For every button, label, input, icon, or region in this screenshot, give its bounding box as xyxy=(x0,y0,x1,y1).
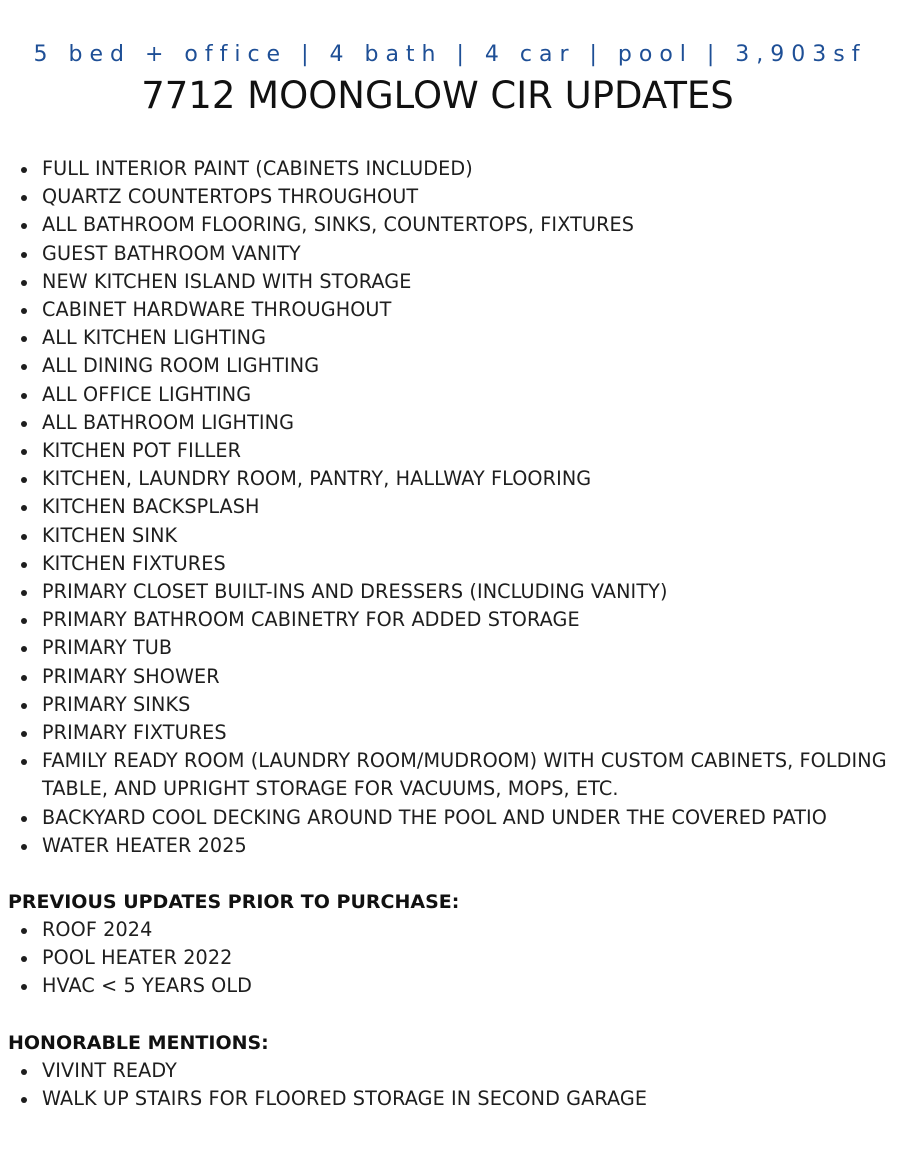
bullet-icon xyxy=(21,393,27,399)
bullet-icon xyxy=(21,816,27,822)
bullet-icon xyxy=(21,590,27,596)
bullet-icon xyxy=(21,562,27,568)
list-item xyxy=(0,296,900,324)
list-item xyxy=(0,465,900,493)
bullet-icon xyxy=(21,618,27,624)
list-item xyxy=(0,916,900,944)
list-item-text: PRIMARY SINKS xyxy=(42,692,191,716)
list-item-text: HVAC < 5 YEARS OLD xyxy=(42,974,253,998)
list-item xyxy=(0,352,900,380)
list-item-text: BACKYARD COOL DECKING AROUND THE POOL AND UNDER THE COVERED PATIO xyxy=(42,805,827,829)
list-item xyxy=(0,437,900,465)
list-item xyxy=(0,1085,900,1113)
list-item xyxy=(0,268,900,296)
list-item-text: VIVINT READY xyxy=(42,1058,177,1082)
list-item-text: NEW KITCHEN ISLAND WITH STORAGE xyxy=(42,269,412,293)
bullet-icon xyxy=(21,308,27,314)
list-item xyxy=(0,381,900,409)
list-item-text: FULL INTERIOR PAINT (CABINETS INCLUDED) xyxy=(42,157,473,180)
list-item xyxy=(0,606,900,634)
page-title: 7712 MOONGLOW CIR UPDATES xyxy=(141,74,734,117)
bullet-icon xyxy=(21,731,27,737)
list-item-text: ALL BATHROOM FLOORING, SINKS, COUNTERTOPS, FIXTURES xyxy=(42,213,635,237)
list-item-text: PRIMARY TUB xyxy=(42,636,173,660)
bullet-icon xyxy=(21,703,27,709)
bullet-icon xyxy=(21,956,27,962)
list-item-text: WATER HEATER 2025 xyxy=(42,833,247,857)
bullet-icon xyxy=(21,252,27,258)
list-item-text: KITCHEN SINK xyxy=(42,523,178,547)
bullet-icon xyxy=(21,167,27,173)
list-item-text: PRIMARY CLOSET BUILT-INS AND DRESSERS (INCLUDING VANITY) xyxy=(42,580,668,604)
list-item-text: PRIMARY FIXTURES xyxy=(42,721,227,745)
list-item xyxy=(0,550,900,578)
list-item-text: POOL HEATER 2022 xyxy=(42,946,233,970)
bullet-icon xyxy=(21,646,27,652)
list-item xyxy=(0,211,900,239)
list-item xyxy=(0,240,900,268)
list-item xyxy=(0,324,900,352)
previous-updates-list xyxy=(0,916,900,1001)
bullet-icon xyxy=(21,477,27,483)
list-item-text: KITCHEN BACKSPLASH xyxy=(42,495,260,519)
document-body xyxy=(0,155,900,1113)
bullet-icon xyxy=(21,1097,27,1103)
bullet-icon xyxy=(21,421,27,427)
list-item-text: PRIMARY BATHROOM CABINETRY FOR ADDED STORAGE xyxy=(42,608,580,632)
list-item-text: PRIMARY SHOWER xyxy=(42,664,220,688)
updates-list xyxy=(0,155,900,860)
bullet-icon xyxy=(21,675,27,681)
bullet-icon xyxy=(21,449,27,455)
list-item xyxy=(0,944,900,972)
list-item-text: FAMILY READY ROOM (LAUNDRY ROOM/MUDROOM) WITH CUSTOM CABINETS, FOLDING TABLE, AND UPRIGHT STORAGE FOR VACUUMS, MOPS, ETC. xyxy=(42,749,887,801)
list-item xyxy=(0,409,900,437)
property-summary: 5 bed + office | 4 bath | 4 car | pool | 3,903sf xyxy=(33,42,867,67)
bullet-icon xyxy=(21,928,27,934)
list-item-text: KITCHEN FIXTURES xyxy=(42,551,226,575)
list-item xyxy=(0,578,900,606)
list-item xyxy=(0,522,900,550)
list-item xyxy=(0,493,900,521)
list-item-text: ROOF 2024 xyxy=(42,918,153,942)
list-item xyxy=(0,719,900,747)
previous-updates-heading: PREVIOUS UPDATES PRIOR TO PURCHASE: xyxy=(8,891,460,914)
bullet-icon xyxy=(21,759,27,765)
bullet-icon xyxy=(21,364,27,370)
bullet-icon xyxy=(21,223,27,229)
bullet-icon xyxy=(21,844,27,850)
list-item-text: KITCHEN, LAUNDRY ROOM, PANTRY, HALLWAY FLOORING xyxy=(42,467,592,491)
bullet-icon xyxy=(21,984,27,990)
list-item-text: WALK UP STAIRS FOR FLOORED STORAGE IN SECOND GARAGE xyxy=(42,1086,648,1110)
list-item xyxy=(0,804,900,832)
list-item xyxy=(0,663,900,691)
honorable-mentions-list xyxy=(0,1057,900,1113)
bullet-icon xyxy=(21,280,27,286)
list-item-text: QUARTZ COUNTERTOPS THROUGHOUT xyxy=(42,185,419,209)
list-item xyxy=(0,691,900,719)
bullet-icon xyxy=(21,534,27,540)
list-item xyxy=(0,634,900,662)
bullet-icon xyxy=(21,1069,27,1075)
list-item-text: ALL BATHROOM LIGHTING xyxy=(42,410,295,434)
bullet-icon xyxy=(21,505,27,511)
list-item xyxy=(0,183,900,211)
list-item xyxy=(0,1057,900,1085)
list-item xyxy=(0,155,900,183)
list-item xyxy=(0,832,900,860)
list-item-text: ALL OFFICE LIGHTING xyxy=(42,382,252,406)
list-item xyxy=(0,972,900,1000)
list-item-text: ALL DINING ROOM LIGHTING xyxy=(42,354,320,378)
bullet-icon xyxy=(21,336,27,342)
list-item-text: GUEST BATHROOM VANITY xyxy=(42,241,301,265)
list-item-text: KITCHEN POT FILLER xyxy=(42,439,242,463)
list-item xyxy=(0,747,900,803)
list-item-text: ALL KITCHEN LIGHTING xyxy=(42,326,267,350)
list-item-text: CABINET HARDWARE THROUGHOUT xyxy=(42,298,392,322)
bullet-icon xyxy=(21,195,27,201)
honorable-mentions-heading: HONORABLE MENTIONS: xyxy=(8,1031,269,1054)
